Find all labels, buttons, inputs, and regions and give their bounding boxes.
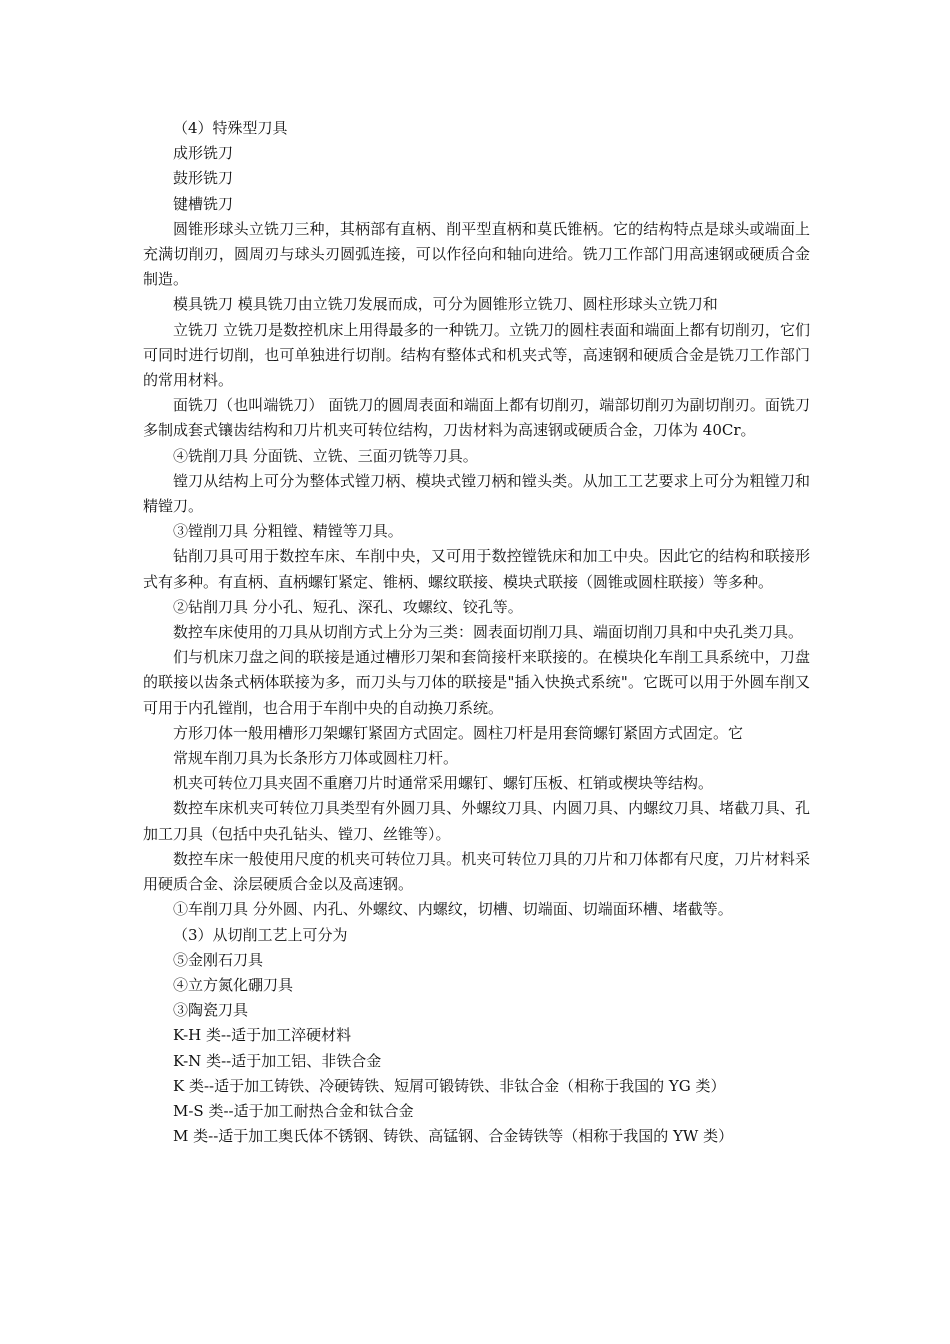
paragraph-diamond-tools: ⑤金刚石刀具 (173, 950, 264, 969)
paragraph-face-mill: 面铣刀（也叫端铣刀） 面铣刀的圆周表面和端面上都有切削刃，端部切削刃为副切削刃。面铣刀多制成套式镶齿结构和刀片机夹可转位结构，刀齿材料为高速钢或硬质合金，刀体为 40Cr。 (143, 396, 810, 440)
paragraph-lathe-tools-classes: 数控车床使用的刀具从切削方式上分为三类：圆表面切削刀具、端面切削刀具和中央孔类刀具。 (173, 623, 804, 642)
paragraph-drum-milling-cutter: 鼓形铣刀 (173, 169, 234, 188)
paragraph-boring-cutter: 镗刀从结构上可分为整体式镗刀柄、模块式镗刀柄和镗头类。从加工工艺要求上可分为粗镗刀和精镗刀。 (143, 471, 810, 516)
paragraph-kn-class: K-N 类--适于加工铝、非铁合金 (173, 1051, 382, 1070)
paragraph-special-tools-heading: （4）特殊型刀具 (173, 119, 288, 137)
paragraph-conventional-turning-tools: 常规车削刀具为长条形方刀体或圆柱刀杆。 (173, 749, 459, 768)
paragraph-indexable-tool-types: 数控车床机夹可转位刀具类型有外圆刀具、外螺纹刀具、内圆刀具、内螺纹刀具、堵截刀具、孔加工刀具（包括中央孔钻头、镗刀、丝锥等）。 (143, 799, 810, 843)
document-body (143, 116, 810, 1149)
paragraph-form-milling-cutter: 成形铣刀 (173, 144, 234, 163)
paragraph-m-class: M 类--适于加工奥氏体不锈钢、铸铁、高锰钢、合金铸铁等（相称于我国的 YW 类） (173, 1127, 734, 1146)
paragraph-boring-tools: ③镗削刀具 分粗镗、精镗等刀具。 (173, 522, 403, 541)
paragraph-drilling-tools: ②钻削刀具 分小孔、短孔、深孔、攻螺纹、铰孔等。 (173, 597, 523, 616)
paragraph-clamping-structures: 机夹可转位刀具夹固不重磨刀片时通常采用螺钉、螺钉压板、杠销或楔块等结构。 (173, 774, 714, 793)
paragraph-ms-class: M-S 类--适于加工耐热合金和钛合金 (173, 1101, 414, 1120)
paragraph-ball-end-mill: 圆锥形球头立铣刀三种，其柄部有直柄、削平型直柄和莫氏锥柄。它的结构特点是球头或端面上充满切削刃，圆周刃与球头刃圆弧连接，可以作径向和轴向进给。铣刀工作部门用高速钢或硬质合金制造。 (143, 219, 810, 289)
paragraph-end-mill: 立铣刀 立铣刀是数控机床上用得最多的一种铣刀。立铣刀的圆柱表面和端面上都有切削刃，它们可同时进行切削，也可单独进行切削。结构有整体式和机夹式等，高速钢和硬质合金是铣刀工作部门的常用材料。 (143, 320, 810, 390)
paragraph-cbn-tools: ④立方氮化硼刀具 (173, 975, 294, 994)
paragraph-square-tool-body: 方形刀体一般用槽形刀架螺钉紧固方式固定。圆柱刀杆是用套筒螺钉紧固方式固定。它 (173, 723, 744, 742)
paragraph-ceramic-tools: ③陶瓷刀具 (173, 1001, 249, 1020)
paragraph-tool-turret-connection: 们与机床刀盘之间的联接是通过槽形刀架和套筒接杆来联接的。在模块化车削工具系统中，刀盘的联接以齿条式柄体联接为多，而刀头与刀体的联接是"插入快换式系统"。它既可以用于外圆车削又可用于内孔镗削，也合用于车削中央的自动换刀系统。 (143, 648, 810, 717)
paragraph-die-milling-cutter: 模具铣刀 模具铣刀由立铣刀发展而成，可分为圆锥形立铣刀、圆柱形球头立铣刀和 (173, 295, 718, 314)
paragraph-keyway-milling-cutter: 键槽铣刀 (173, 194, 234, 213)
paragraph-cutting-process-heading: （3）从切削工艺上可分为 (173, 925, 348, 944)
paragraph-k-class: K 类--适于加工铸铁、冷硬铸铁、短屑可锻铸铁、非钛合金（相称于我国的 YG 类） (173, 1076, 726, 1095)
paragraph-kh-class: K-H 类--适于加工淬硬材料 (173, 1026, 352, 1045)
paragraph-indexable-tool-materials: 数控车床一般使用尺度的机夹可转位刀具。机夹可转位刀具的刀片和刀体都有尺度，刀片材料采用硬质合金、涂层硬质合金以及高速钢。 (143, 849, 810, 894)
paragraph-turning-tools: ①车削刀具 分外圆、内孔、外螺纹、内螺纹，切槽、切端面、切端面环槽、堵截等。 (173, 900, 733, 919)
paragraph-milling-tools: ④铣削刀具 分面铣、立铣、三面刃铣等刀具。 (173, 446, 478, 465)
paragraph-drilling-tools-detail: 钻削刀具可用于数控车床、车削中央，又可用于数控镗铣床和加工中央。因此它的结构和联接形式有多种。有直柄、直柄螺钉紧定、锥柄、螺纹联接、模块式联接（圆锥或圆柱联接）等多种。 (143, 547, 810, 591)
